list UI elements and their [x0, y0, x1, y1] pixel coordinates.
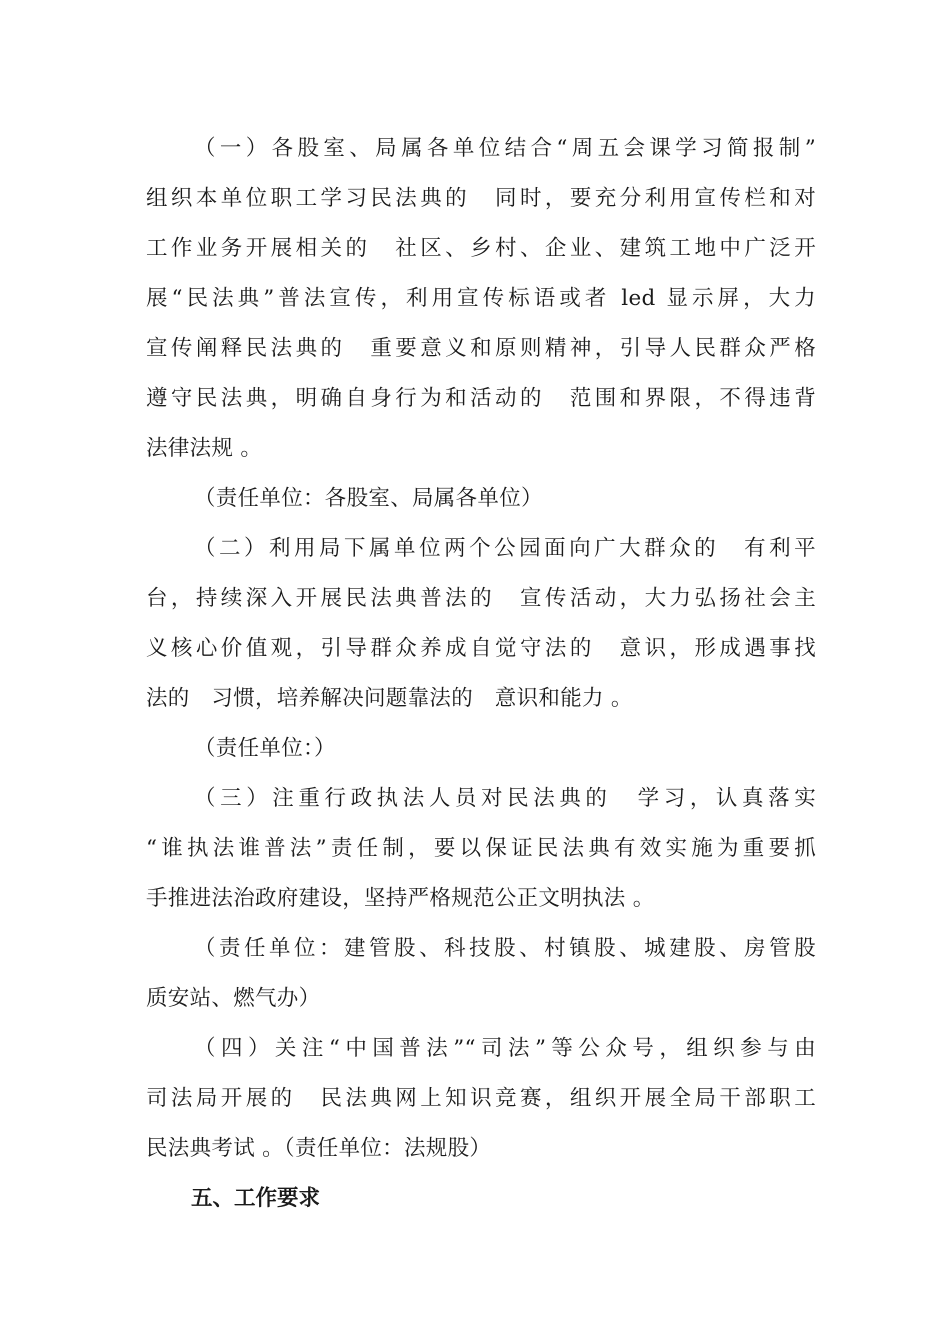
paragraph-1-line-7: 法律法规 。: [146, 436, 263, 461]
paragraph-1-line-5: 宣传阐释民法典的 重要意义和原则精神，引导人民群众严格: [146, 336, 816, 361]
paragraph-1-line-3: 工作业务开展相关的 社区、乡村、企业、建筑工地中广泛开: [146, 236, 816, 261]
responsibility-2: （责任单位：）: [194, 736, 336, 761]
responsibility-1: （责任单位：各股室、局属各单位）: [194, 486, 543, 511]
paragraph-2-line-2: 台，持续深入开展民法典普法的 宣传活动，大力弘扬社会主: [146, 586, 816, 611]
responsibility-3-line-1: （责任单位：建管股、科技股、村镇股、城建股、房管股: [194, 936, 816, 961]
paragraph-1-line-6: 遵守民法典，明确自身行为和活动的 范围和界限，不得违背: [146, 386, 816, 411]
paragraph-3-line-2: “谁执法谁普法”责任制，要以保证民法典有效实施为重要抓: [146, 836, 816, 861]
paragraph-2-line-1: （二）利用局下属单位两个公园面向广大群众的 有利平: [194, 536, 816, 561]
paragraph-3-line-3: 手推进法治政府建设，坚持严格规范公正文明执法 。: [146, 886, 655, 911]
paragraph-1-line-4: 展“民法典”普法宣传，利用宣传标语或者 led 显示屏，大力: [146, 286, 816, 311]
paragraph-4-line-1: （四）关注“中国普法”“司法”等公众号，组织参与由: [194, 1036, 816, 1061]
paragraph-2-line-4: 法的 习惯，培养解决问题靠法的 意识和能力 。: [146, 686, 633, 711]
paragraph-1-line-1: （一）各股室、局属各单位结合“周五会课学习简报制”: [194, 136, 816, 161]
responsibility-3-line-2: 质安站、燃气办）: [146, 986, 321, 1011]
paragraph-4-line-2: 司法局开展的 民法典网上知识竞赛，组织开展全局干部职工: [146, 1086, 816, 1111]
section-heading: 五、工作要求: [191, 1186, 321, 1211]
paragraph-2-line-3: 义核心价值观，引导群众养成自觉守法的 意识，形成遇事找: [146, 636, 816, 661]
paragraph-1-line-2: 组织本单位职工学习民法典的 同时，要充分利用宣传栏和对: [146, 186, 816, 211]
paragraph-3-line-1: （三）注重行政执法人员对民法典的 学习，认真落实: [194, 786, 816, 811]
paragraph-4-line-3: 民法典考试 。（责任单位：法规股）: [146, 1136, 492, 1161]
